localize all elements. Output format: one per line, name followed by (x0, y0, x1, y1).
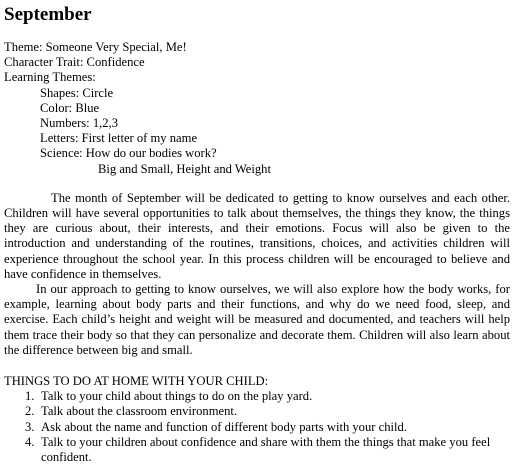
list-item-number: 4. (25, 434, 35, 449)
page-title: September (4, 4, 92, 25)
learning-theme-color: Color: Blue (40, 100, 100, 115)
paragraph-intro: The month of September will be dedicated to getting to know ourselves and each other. Children will have several opportunities to talk about themselves, the things they know, the things they are curious about, their interests, and their emotions. Focus will also be given to the introduction and understanding of the routines, transitions, choices, and activities children will experience throughout the school year. In this process children will be encouraged to believe and have confidence in themselves. (4, 190, 510, 281)
learning-theme-letters: Letters: First letter of my name (40, 131, 198, 146)
document-page (4, 4, 510, 465)
learning-themes-label: Learning Themes: (4, 70, 96, 85)
list-item-number: 2. (25, 404, 35, 419)
list-item-number: 1. (25, 389, 35, 404)
learning-theme-shapes: Shapes: Circle (40, 85, 114, 100)
list-item-text: Talk about the classroom environment. (41, 404, 238, 419)
paragraph-body-exploration: In our approach to getting to know ourselves, we will also explore how the body works, for example, learning about body parts and their functions, and why do we need food, sleep, and exercise. Each child’s height and weight will be measured and documented, and teachers will help them trace their body so that they can personalize and decorate them. Children will also learn about the difference between big and small. (4, 282, 510, 357)
theme-line: Theme: Someone Very Special, Me! (4, 40, 187, 54)
learning-theme-numbers: Numbers: 1,2,3 (40, 116, 119, 131)
list-item (4, 404, 510, 419)
list-item-text: Talk to your children about confidence and share with them the things that make you feel confident. (41, 434, 491, 465)
list-item-text: Talk to your child about things to do on the play yard. (41, 389, 313, 404)
learning-theme-science: Science: How do our bodies work? (40, 146, 217, 161)
things-to-do-heading: THINGS TO DO AT HOME WITH YOUR CHILD: (4, 374, 269, 389)
list-item (4, 389, 510, 404)
list-item (4, 420, 510, 435)
character-trait-line: Character Trait: Confidence (4, 55, 145, 70)
things-to-do-list (4, 389, 510, 465)
list-item-text: Ask about the name and function of different body parts with your child. (41, 419, 407, 434)
list-item (4, 435, 510, 465)
theme-block (4, 40, 510, 177)
list-item-number: 3. (25, 419, 35, 434)
learning-theme-science-sub: Big and Small, Height and Weight (98, 161, 271, 176)
